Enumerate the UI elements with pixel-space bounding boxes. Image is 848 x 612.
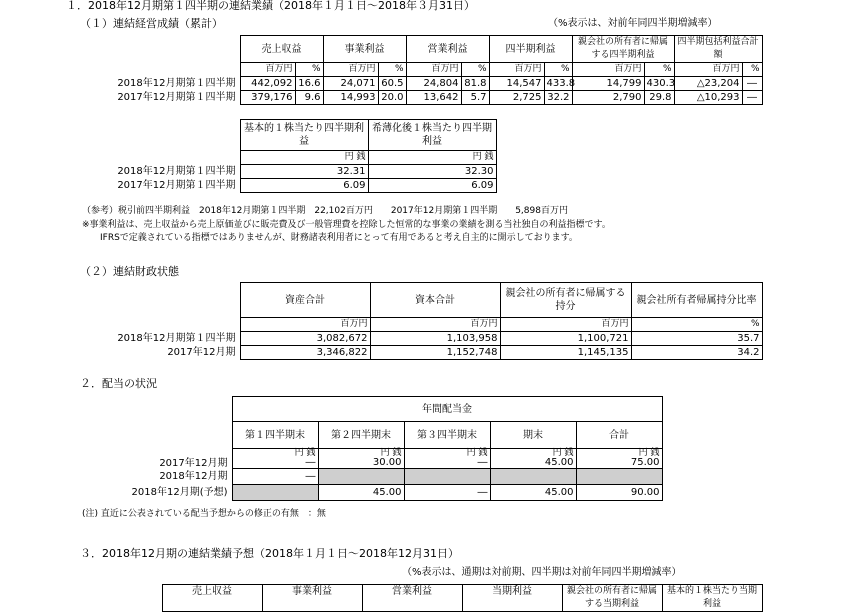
cell-value: 30.00 xyxy=(372,457,402,468)
cell xyxy=(576,449,662,469)
cell: 20.0 xyxy=(378,91,406,105)
unit-label: 百万円 xyxy=(500,318,631,332)
cell-value: ― xyxy=(305,457,316,468)
table-row xyxy=(80,469,662,485)
col-header-operating-profit: 営業利益 xyxy=(362,585,462,612)
business-profit-note: ※事業利益は、売上収益から売上原価並びに販売費及び一般管理費を控除した恒常的な事業の業績を測る当社独自の利益指標です。 xyxy=(82,220,611,230)
unit-label: 百万円 xyxy=(370,318,500,332)
col-header-comprehensive-income: 四半期包括利益合計額 xyxy=(674,36,762,63)
unit-label: 円 銭 xyxy=(240,151,368,165)
financial-position-subtitle: （２）連結財政状態 xyxy=(80,265,179,278)
unit-label: 百万円 xyxy=(674,63,742,77)
col-header-revenue: 売上収益 xyxy=(240,36,323,63)
table-row xyxy=(80,449,662,469)
cell: 29.8 xyxy=(644,91,674,105)
table-row xyxy=(80,179,496,193)
cell: △23,204 xyxy=(674,77,742,91)
cell xyxy=(232,449,318,469)
col-header-total: 合計 xyxy=(576,422,662,449)
forecast-table xyxy=(80,584,763,612)
cell: ― xyxy=(742,77,762,91)
row-label: 2018年12月期(予想) xyxy=(131,486,228,498)
unit-label: 百万円 xyxy=(406,63,461,77)
col-header-q3-end: 第３四半期末 xyxy=(404,422,490,449)
table-row xyxy=(80,91,762,105)
cell xyxy=(232,485,318,501)
cell: 433.8 xyxy=(544,77,572,91)
forecast-percent-note: （%表示は、通期は対前期、四半期は対前年同四半期増減率） xyxy=(402,567,682,578)
cell: 24,804 xyxy=(406,77,461,91)
cell xyxy=(490,469,576,485)
annual-dividend-header: 年間配当金 xyxy=(232,397,662,422)
cell: 379,176 xyxy=(240,91,295,105)
cell: 81.8 xyxy=(461,77,489,91)
cell: 2,790 xyxy=(572,91,644,105)
dividends-table xyxy=(80,396,663,501)
row-label: 2017年12月期第１四半期 xyxy=(117,91,236,103)
dividends-title: ２．配当の状況 xyxy=(80,377,157,390)
cell xyxy=(404,469,490,485)
forecast-title: ３．2018年12月期の連結業績予想（2018年１月１日～2018年12月31日） xyxy=(80,547,459,560)
dividend-revision-note: (注) 直近に公表されている配当予想からの修正の有無 ：無 xyxy=(82,509,326,519)
unit-label: 円 銭 xyxy=(380,448,402,458)
cell: 45.00 xyxy=(318,485,404,501)
cell: 32.2 xyxy=(544,91,572,105)
cell: 60.5 xyxy=(378,77,406,91)
cell: 430.3 xyxy=(644,77,674,91)
cell: 13,642 xyxy=(406,91,461,105)
col-header-total-equity: 資本合計 xyxy=(370,283,500,318)
unit-label: 百万円 xyxy=(240,63,295,77)
unit-label: 百万円 xyxy=(240,318,370,332)
col-header-attributable-profit: 親会社の所有者に帰属する当期利益 xyxy=(562,585,662,612)
col-header-diluted-eps: 希薄化後１株当たり四半期利益 xyxy=(368,120,496,151)
cell xyxy=(576,469,662,485)
cell xyxy=(490,449,576,469)
col-header-total-assets: 資産合計 xyxy=(240,283,370,318)
cell: 6.09 xyxy=(368,179,496,193)
cell-value: 45.00 xyxy=(544,457,574,468)
cell: 9.6 xyxy=(295,91,323,105)
unit-label: % xyxy=(544,63,572,77)
table-row xyxy=(80,346,762,360)
cell: 3,346,822 xyxy=(240,346,370,360)
cell: 14,547 xyxy=(489,77,544,91)
table-row xyxy=(80,332,762,346)
cell: 1,145,135 xyxy=(500,346,631,360)
col-header-business-profit: 事業利益 xyxy=(323,36,406,63)
unit-label: 円 銭 xyxy=(466,448,488,458)
cell: 14,993 xyxy=(323,91,378,105)
cell-value: 75.00 xyxy=(630,457,660,468)
row-label: 2017年12月期 xyxy=(159,457,228,469)
row-label: 2017年12月期 xyxy=(167,346,236,358)
cell: 6.09 xyxy=(240,179,368,193)
cell: 5.7 xyxy=(461,91,489,105)
cell: ― xyxy=(404,485,490,501)
cell-value: ― xyxy=(477,457,488,468)
unit-label: 百万円 xyxy=(489,63,544,77)
row-label: 2018年12月期第１四半期 xyxy=(117,165,236,177)
col-header-revenue: 売上収益 xyxy=(162,585,262,612)
cell: 1,100,721 xyxy=(500,332,631,346)
cell: ― xyxy=(742,91,762,105)
unit-label: 円 銭 xyxy=(368,151,496,165)
col-header-operating-profit: 営業利益 xyxy=(406,36,489,63)
unit-label: 円 銭 xyxy=(294,448,316,458)
cell: 32.30 xyxy=(368,165,496,179)
cell: 24,071 xyxy=(323,77,378,91)
cell: 90.00 xyxy=(576,485,662,501)
reference-note: （参考）税引前四半期利益 2018年12月期第１四半期 22,102百万円 2017年12月期第１四半期 5,898百万円 xyxy=(82,206,568,216)
cell: ― xyxy=(232,469,318,485)
cell xyxy=(404,449,490,469)
col-header-q2-end: 第２四半期末 xyxy=(318,422,404,449)
unit-label: % xyxy=(644,63,674,77)
table-row xyxy=(80,77,762,91)
cell xyxy=(318,469,404,485)
ifrs-note: IFRSで定義されている指標ではありませんが、財務諸表利用者にとって有用であると考え自主的に開示しております。 xyxy=(100,233,578,243)
cell: 3,082,672 xyxy=(240,332,370,346)
unit-label: % xyxy=(295,63,323,77)
section1-title: １．2018年12月期第１四半期の連結業績（2018年１月１日～2018年３月31日） xyxy=(66,0,475,12)
col-header-quarterly-profit: 四半期利益 xyxy=(489,36,572,63)
row-label: 2018年12月期第１四半期 xyxy=(117,77,236,89)
cell: 442,092 xyxy=(240,77,295,91)
percent-note: （%表示は、対前年同四半期増減率） xyxy=(548,18,718,29)
unit-label: % xyxy=(461,63,489,77)
col-header-attributable-profit: 親会社の所有者に帰属する四半期利益 xyxy=(572,36,674,63)
cell: 14,799 xyxy=(572,77,644,91)
eps-table xyxy=(80,119,497,193)
col-header-year-end: 期末 xyxy=(490,422,576,449)
operating-results-subtitle: （１）連結経営成績（累計） xyxy=(80,17,223,30)
cell: 2,725 xyxy=(489,91,544,105)
col-header-equity-ratio: 親会社所有者帰属持分比率 xyxy=(631,283,762,318)
cell: 32.31 xyxy=(240,165,368,179)
cell: 1,152,748 xyxy=(370,346,500,360)
cell: △10,293 xyxy=(674,91,742,105)
col-header-business-profit: 事業利益 xyxy=(262,585,362,612)
cell: 1,103,958 xyxy=(370,332,500,346)
row-label: 2018年12月期第１四半期 xyxy=(117,332,236,344)
unit-label: 円 銭 xyxy=(638,448,660,458)
unit-label: 百万円 xyxy=(572,63,644,77)
col-header-owners-equity: 親会社の所有者に帰属する持分 xyxy=(500,283,631,318)
cell xyxy=(318,449,404,469)
col-header-q1-end: 第１四半期末 xyxy=(232,422,318,449)
col-header-basic-eps: 基本的１株当たり当期利益 xyxy=(662,585,762,612)
unit-label: % xyxy=(631,318,762,332)
operating-results-table xyxy=(80,35,763,105)
financial-position-table xyxy=(80,282,763,360)
unit-label: 百万円 xyxy=(323,63,378,77)
unit-label: % xyxy=(378,63,406,77)
row-label: 2017年12月期第１四半期 xyxy=(117,179,236,191)
cell: 34.2 xyxy=(631,346,762,360)
table-row xyxy=(80,165,496,179)
row-label: 2018年12月期 xyxy=(159,470,228,482)
table-row xyxy=(80,485,662,501)
unit-label: % xyxy=(742,63,762,77)
col-header-basic-eps: 基本的１株当たり四半期利益 xyxy=(240,120,368,151)
col-header-profit: 当期利益 xyxy=(462,585,562,612)
cell: 45.00 xyxy=(490,485,576,501)
cell: 16.6 xyxy=(295,77,323,91)
unit-label: 円 銭 xyxy=(552,448,574,458)
cell: 35.7 xyxy=(631,332,762,346)
